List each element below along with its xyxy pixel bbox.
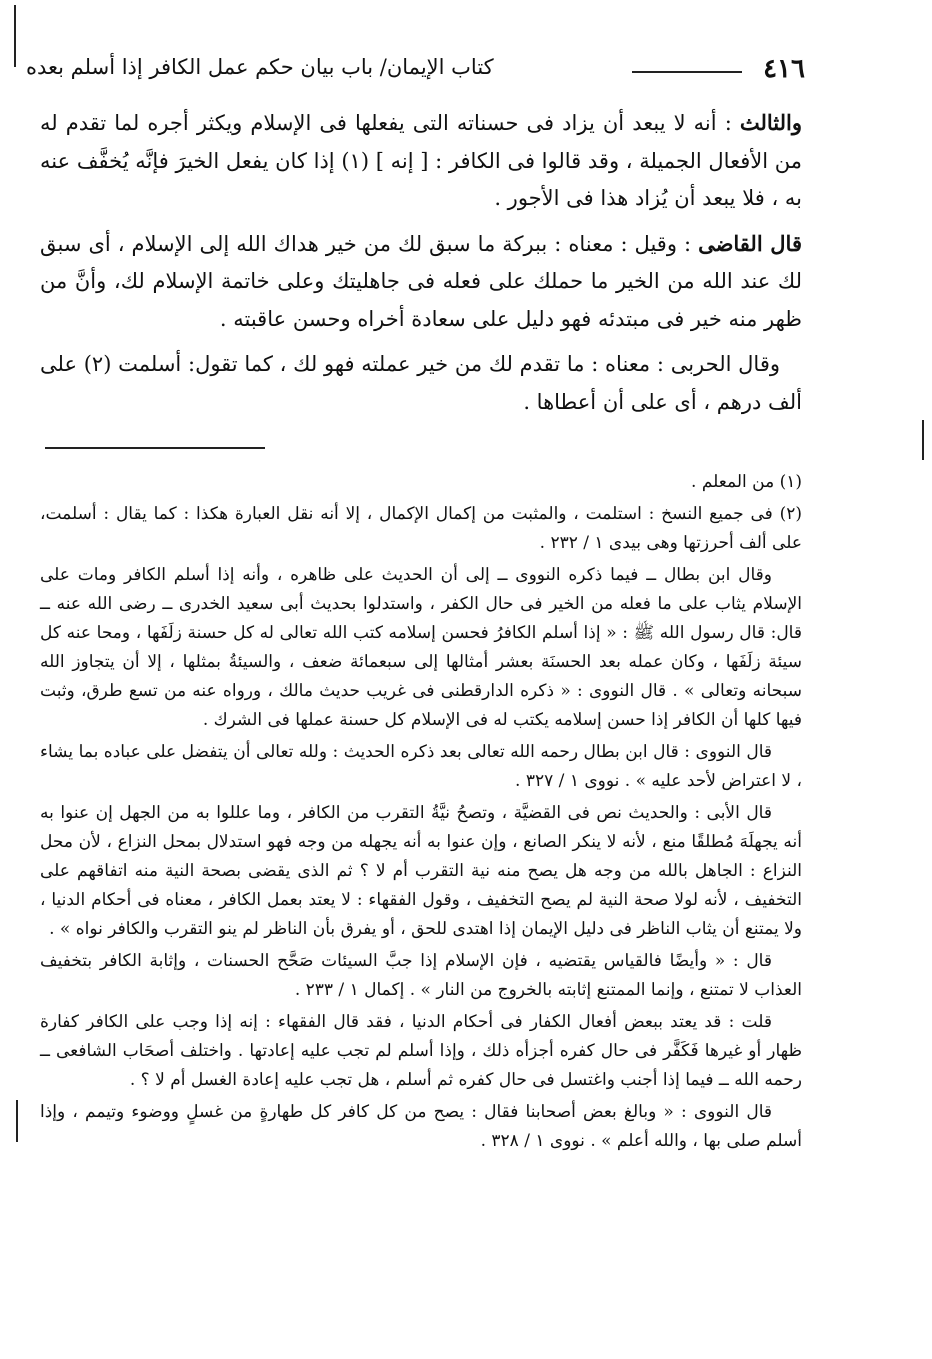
main-text <box>40 104 802 428</box>
paragraph-text: وقال الحربى : معناه : ما تقدم لك من خير عملته فهو لك ، كما تقول: أسلمت (٢) على ألف درهم ، أى على أن أعطاها . <box>40 352 802 414</box>
footnote-paragraph: قلت : قد يعتد ببعض أفعال الكفار فى أحكام الدنيا ، فقد قال الفقهاء : إنه إذا وجب على الكافر كفارة ظهار أو غيرها فَكَفَّر فى حال كفره أجزأه ذلك ، وإذا أسلم لم تجب عليه إعادتها . واختلف أصحَاب الشافعى ــ رحمه الله ــ فيما إذا أجنب واغتسل فى حال كفره ثم أسلم ، هل تجب عليه إعادة الغسل أم لا ؟ . <box>40 1012 802 1090</box>
footnote-paragraph: وقال ابن بطال ــ فيما ذكره النووى ــ إلى أن الحديث على ظاهره ، وأنه إذا أسلم الكافر ومات على الإسلام يثاب على ما فعله من الخير فى حال الكفر ، واستدلوا بحديث أبى سعيد الخدرى ــ رضى الله عنه ــ قال: قال رسول الله ﷺ : « إذا أسلم الكافرُ فحسن إسلامه كتب الله تعالى له كل حسنة زلَفَها ، ومحا عنه كل سيئة زلَفَها ، وكان عمله بعد الحسنَة بعشر أمثالها إلى سبعمائة ضعف ، والسيئةُ بمثلها ، إلا أن يتجاوز الله سبحانه وتعالى » . قال النووى : « ذكره الدارقطنى فى غريب حديث مالك ، ورواه عنه من تسع طرق، وثبت فيها كلها أن الكافر إذا حسن إسلامه يكتب له فى الإسلام كل حسنة عملها فى الشرك . <box>40 565 802 730</box>
paragraph-lead: والثالث <box>739 110 802 135</box>
footnotes <box>40 468 802 1159</box>
paragraph-lead: قال القاضى <box>698 230 802 256</box>
running-header: كتاب الإيمان/ باب بيان حكم عمل الكافر إذا أسلم بعده <box>26 55 494 79</box>
paragraph <box>40 345 802 421</box>
paragraph-text: : أنه لا يبعد أن يزاد فى حسناته التى يفعلها فى الإسلام ويكثر أجره لما تقدم له من الأفعال الجميلة ، وقد قالوا فى الكافر : [ إنه ] (١) إذا كان يفعل الخيرَ فإنَّه يُخفَّف عنه به ، فلا يبعد أن يُزاد هذا فى الأجور . <box>40 111 802 210</box>
footnote-paragraph: قال الأبى : والحديث نص فى القضيَّة ، وتصحُ نيَّةُ التقرب من الكافر ، وما عللوا به من الجهل إن عنوا به أنه يجهلَهَ مُطلقًا منع ، لأنه لا ينكر الصانع ، وإن عنوا به أنه يجهله من وجه فهو استدلال بمحل النزاع ، لأن محل النزاع : الجاهل بالله من وجه هل يصح منه نية التقرب أم لا ؟ ثم الذى يقضى بصحة النية منه اتفاقهم على التخفيف ، لأنه لولا صحة النية لم يصح التخفيف ، وقول الفقهاء : لا يعتد بعمل الكافر ، معناه فى أحكام الدنيا ، ولا يمتنع أن يثاب الناظر فى دليل الإيمان إذا اهتدى للحق ، أو يفرق بأن الناظر لم ينو التقرب والكافر نواه » . <box>40 803 803 939</box>
paragraph <box>40 104 802 218</box>
left-margin-line-lower <box>16 1100 18 1142</box>
left-margin-line <box>14 5 16 67</box>
paragraph <box>40 225 802 339</box>
header-rule <box>632 71 742 73</box>
footnote: (٢) فى جميع النسخ : استلمت ، والمثبت من إكمال الإكمال ، إلا أنه نقل العبارة هكذا : كما يقال : أسلمت، على ألف أحرزتها وهى بيدى ١ / ٢٣٢ . <box>40 504 802 553</box>
right-margin-line <box>922 420 924 460</box>
footnote-separator <box>45 447 265 449</box>
footnote-paragraph: قال النووى : « وبالغ بعض أصحابنا فقال : يصح من كل كافر كل طهارةٍ من غسلٍ ووضوء وتيمم ، وإذا أسلم صلى بها ، والله أعلم » . نووى ١ / ٣٢٨ . <box>40 1102 802 1151</box>
footnote-paragraph: قال النووى : قال ابن بطال رحمه الله تعالى بعد ذكره الحديث : ولله تعالى أن يتفضل على عباده بما يشاء ، لا اعتراض لأحد عليه » . نووى ١ / ٣٢٧ . <box>40 742 802 791</box>
footnote: (١) من المعلم . <box>691 472 802 492</box>
footnote-paragraph: قال : « وأيضًا فالقياس يقتضيه ، فإن الإسلام إذا جبَّ السيئات صَحَّح الحسنات ، وإثابة الكافر بتخفيف العذاب لا تمتنع ، وإنما الممتنع إثابته بالخروج من النار » . إكمال ١ / ٢٣٣ . <box>40 951 802 1000</box>
paragraph-text: : وقيل : معناه : ببركة ما سبق لك من خير هداك الله إلى الإسلام ، أى سبق لك عند الله من الخير ما حملك على فعله فى جاهليتك وعلى خاتمة الإسلام لك، وأنَّ من ظهر منه خير فى مبتدئه فهو دليل على سعادة أخراه وحسن عاقبته . <box>40 231 802 331</box>
page-number: ٤١٦ <box>763 54 805 84</box>
